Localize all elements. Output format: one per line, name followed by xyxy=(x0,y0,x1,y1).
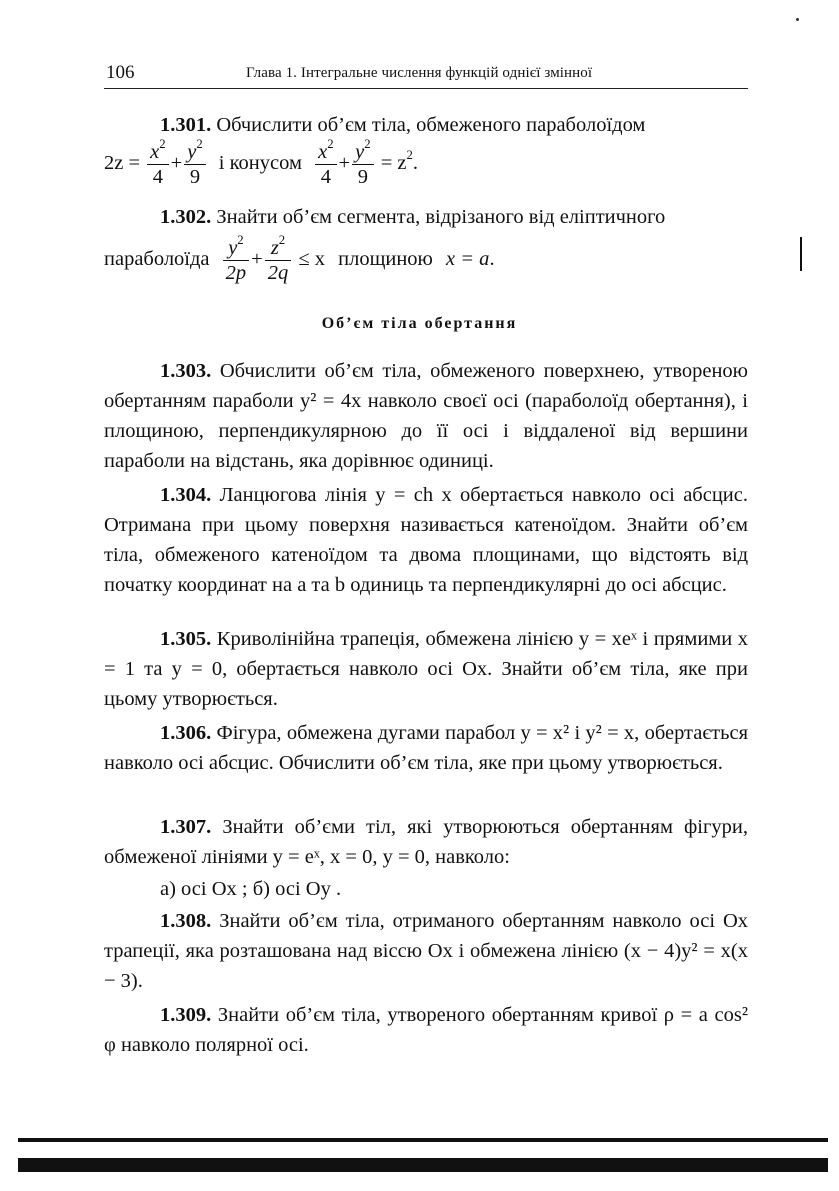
problem-1308: 1.308. Знайти об’єм тіла, отриманого обертанням навколо осі Ox трапеції, яка розташована над віссю Ox і обмежена лінією (x − 4)y² = x(x − 3). xyxy=(104,910,749,992)
footer-rule-thick xyxy=(18,1158,828,1172)
problem-text: Знайти об’єми тіл, які утворюються обертанням фігури, обмеженої лініями y = eˣ, x = 0, y = 0, навколо: xyxy=(104,816,749,868)
problem-text: Фігура, обмежена дугами парабол y = x² і y² = x, обертається навколо осі абсцис. Обчислити об’єм тіла, яке при цьому утворюється. xyxy=(104,722,749,774)
scan-speck xyxy=(796,18,799,21)
problem-text: Ланцюгова лінія y = ch x обертається навколо осі абсцис. Отримана при цьому поверхня називається катеноїдом. Знайти об’єм тіла, обмеженого катеноїдом та двома площинами, що відстоять від початку координат на a та b одиниць та перпендикулярні до осі абсцис. xyxy=(104,484,748,596)
page-number: 106 xyxy=(106,62,135,83)
problem-text: Обчислити об’єм тіла, обмеженого поверхнею, утвореною обертанням параболи y² = 4x навколо своєї осі (параболоїд обертання), і площиною, перпендикулярною до її осі і віддаленої від вершини параболи на відстань, яка дорівнює одиниці. xyxy=(104,360,748,472)
margin-mark xyxy=(800,237,802,271)
problem-1309: 1.309. Знайти об’єм тіла, утвореного обертанням кривої ρ = a cos² φ навколо полярної осі. xyxy=(104,1004,748,1056)
problem-number: 1.302. xyxy=(160,206,212,228)
problem-1306: 1.306. Фігура, обмежена дугами парабол y = x² і y² = x, обертається навколо осі абсцис. Обчислити об’єм тіла, яке при цьому утворюється. xyxy=(104,722,749,774)
section-title: Об’єм тіла обертання xyxy=(321,315,518,332)
problem-1304: 1.304. Ланцюгова лінія y = ch x обертається навколо осі абсцис. Отримана при цьому поверхня називається катеноїдом. Знайти об’єм тіла, обмеженого катеноїдом та двома площинами, що відстоять від початку координат на a та b одиниць та перпендикулярні до осі абсцис. xyxy=(104,484,748,596)
problem-1305: 1.305. Криволінійна трапеція, обмежена лінією y = xeˣ і прямими x = 1 та y = 0, обертається навколо осі Ox. Знайти об’єм тіла, яке при цьому утворюється. xyxy=(104,628,749,710)
formula-lhs: 2z = xyxy=(104,152,141,175)
fraction-y2-2p: $\frac{y^2}{2p}$ xyxy=(223,236,250,285)
problem-number: 1.301. xyxy=(160,114,212,136)
problem-1307-options: а) осі Ox ; б) осі Oy . xyxy=(160,878,342,900)
fraction-y2-9: $\frac{y^2}{9}$ xyxy=(184,140,205,189)
problem-1301-formula: 2z = $\frac{x^2}{4}$ + $\frac{y^2}{9}$ і конусом $\frac{x^2}{4}$ + $\frac{y^2}{9}$ = $z^2$. xyxy=(104,137,418,188)
problem-1302-formula: параболоїда $\frac{y^2}{2p}$ + $\frac{z^2}{2q}$ ≤ x площиною x = a. xyxy=(104,233,495,284)
problem-1302-statement xyxy=(104,202,748,232)
problem-1307: 1.307. Знайти об’єми тіл, які утворюються обертанням фігури, обмеженої лініями y = eˣ, x = 0, y = 0, навколо: xyxy=(104,816,749,868)
problem-text: Знайти об’єм тіла, утвореного обертанням кривої ρ = a cos² φ навколо полярної осі. xyxy=(104,1004,748,1056)
formula-rhs: = $z^2$. xyxy=(380,148,418,175)
fraction-z2-2q: $\frac{z^2}{2q}$ xyxy=(265,236,292,285)
problem-text: Обчислити об’єм тіла, обмеженого параболоїдом xyxy=(216,114,646,136)
problem-text: Криволінійна трапеція, обмежена лінією y = xeˣ і прямими x = 1 та y = 0, обертається навколо осі Ox. Знайти об’єм тіла, яке при цьому утворюється. xyxy=(104,628,749,710)
problem-1301-statement xyxy=(104,110,748,140)
header-rule xyxy=(104,88,748,89)
fraction-y2-9-cone: $\frac{y^2}{9}$ xyxy=(352,140,373,189)
connector-text: і конусом xyxy=(218,152,302,175)
running-header xyxy=(106,62,746,86)
footer-rule-thin xyxy=(18,1138,828,1142)
problem-1303: 1.303. Обчислити об’єм тіла, обмеженого поверхнею, утвореною обертанням параболи y² = 4x навколо своєї осі (параболоїд обертання), і площиною, перпендикулярною до її осі і віддаленої від вершини параболи на відстань, яка дорівнює одиниці. xyxy=(104,360,748,472)
fraction-x2-4-cone: $\frac{x^2}{4}$ xyxy=(315,140,336,189)
fraction-x2-4: $\frac{x^2}{4}$ xyxy=(147,140,168,189)
chapter-title: Глава 1. Інтегральне числення функцій однієї змінної xyxy=(246,65,593,81)
problem-text: Знайти об’єм тіла, отриманого обертанням навколо осі Ox трапеції, яка розташована над віссю Ox і обмежена лінією (x − 4)y² = x(x − 3). xyxy=(104,910,749,992)
problem-text: Знайти об’єм сегмента, відрізаного від еліптичного xyxy=(216,206,666,228)
